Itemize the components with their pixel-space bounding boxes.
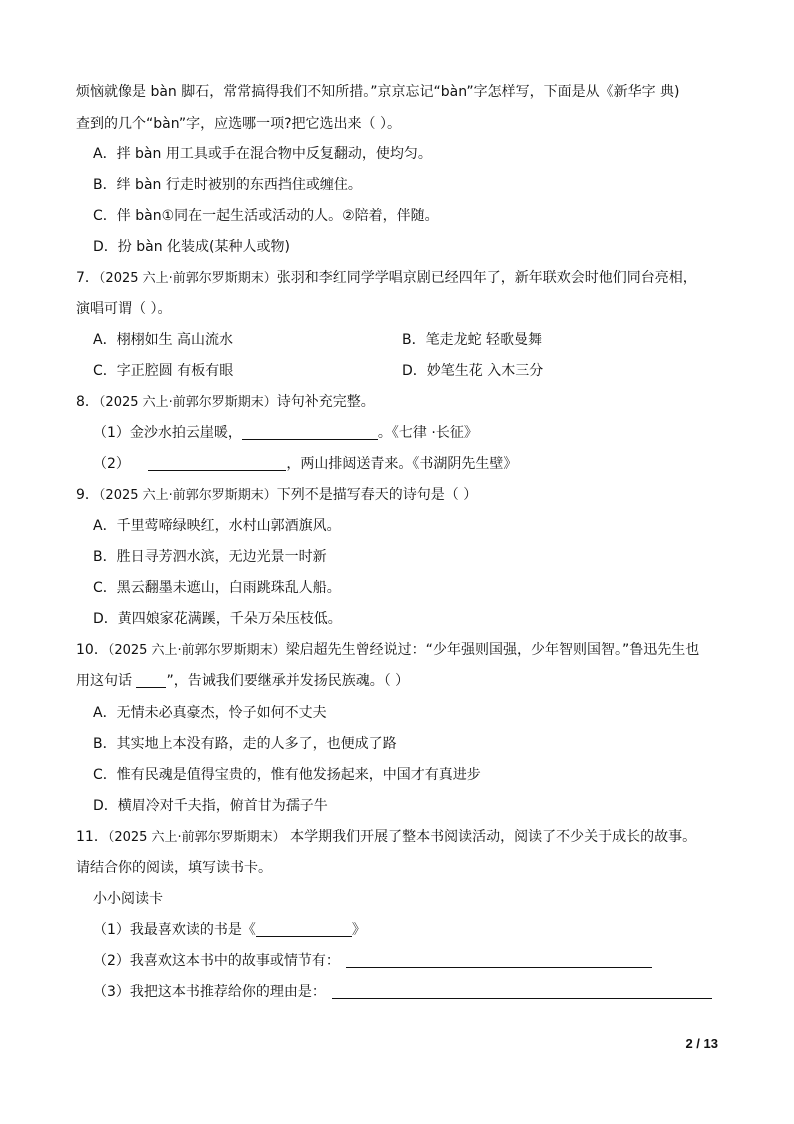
q11-item2: [93, 951, 652, 971]
q7-line1: [76, 268, 697, 289]
q10-text2-suffix: ”，告诫我们要继承并发扬民族魂。（ ）: [166, 673, 410, 689]
q10-line1: [76, 640, 699, 661]
q10-option-b: B．其实地上本没有路，走的人多了，也便成了路: [93, 736, 397, 752]
q11-item3-label: （3）我把这本书推荐给你的理由是：: [93, 984, 326, 1000]
q10-number: 10．: [76, 642, 108, 658]
q6-option-a: A．拌 bàn 用工具或手在混合物中反复翻动，使均匀。: [93, 146, 432, 162]
q6-option-c: C．伴 bàn①同在一起生活或活动的人。②陪着，伴随。: [93, 208, 439, 224]
q11-item1-suffix: 》: [351, 922, 366, 938]
page-number: 2 / 13: [685, 1036, 718, 1051]
q9-line1: [76, 485, 477, 506]
q6-option-d: D．扮 bàn 化装成(某种人或物): [93, 239, 290, 255]
q11-item1-blank[interactable]: [256, 922, 352, 937]
q8-number: 8．: [76, 394, 99, 410]
q9-text: 下列不是描写春天的诗句是（ ）: [276, 487, 478, 503]
q11-item2-blank[interactable]: [346, 953, 652, 968]
q7-option-c: C．字正腔圆 有板有眼: [93, 363, 234, 379]
q8-item2-suffix: ，两山排闼送青来。《书湖阴先生壁》: [286, 456, 518, 472]
q11-item3-blank[interactable]: [332, 984, 712, 999]
q11-text1: 本学期我们开展了整本书阅读活动，阅读了不少关于成长的故事。: [285, 829, 697, 845]
q9-option-d: D．黄四娘家花满蹊，千朵万朵压枝低。: [93, 611, 342, 627]
q11-item1-prefix: （1）我最喜欢读的书是《: [93, 922, 256, 938]
q10-option-c: C．惟有民魂是值得宝贵的，惟有他发扬起来，中国才有真进步: [93, 767, 481, 783]
q10-line2: [76, 671, 409, 691]
q8-source: （2025 六上·前郭尔罗斯期末）: [98, 395, 277, 410]
q8-item1: [93, 423, 478, 443]
q8-text: 诗句补充完整。: [276, 394, 375, 410]
q10-text2-prefix: 用这句话: [76, 673, 137, 689]
q6-line2: 查到的几个“bàn”字，应选哪一项?把它选出来（ ）。: [76, 116, 401, 132]
q10-text1: 梁启超先生曾经说过：“少年强则国强，少年智则国智。”鲁迅先生也: [285, 642, 700, 658]
q11-number: 11．: [76, 829, 108, 845]
q11-source: （2025 六上·前郭尔罗斯期末）: [107, 830, 286, 845]
q11-line1: [76, 827, 696, 848]
q11-item2-label: （2）我喜欢这本书中的故事或情节有：: [93, 953, 340, 969]
q8-line1: [76, 392, 375, 413]
q7-option-d: D．妙笔生花 入木三分: [402, 363, 544, 379]
q7-options-row1: [93, 330, 233, 350]
q7-source: （2025 六上·前郭尔罗斯期末）: [98, 271, 277, 286]
q8-item1-blank[interactable]: [242, 425, 378, 440]
q6-option-b: B．绊 bàn 行走时被别的东西挡住或缠住。: [93, 177, 362, 193]
q10-blank[interactable]: [136, 673, 166, 688]
q7-text1: 张羽和李红同学学唱京剧已经四年了，新年联欢会时他们同台亮相，: [276, 270, 697, 286]
q11-item1: [93, 920, 366, 940]
q8-item2-blank[interactable]: [148, 456, 286, 471]
q8-item1-prefix: （1）金沙水拍云崖暖，: [93, 425, 242, 441]
q11-card-title: 小小阅读卡: [93, 891, 163, 907]
q9-option-b: B．胜日寻芳泗水滨，无边光景一时新: [93, 549, 327, 565]
q10-option-d: D．横眉冷对千夫指，俯首甘为孺子牛: [93, 798, 328, 814]
q9-option-c: C．黑云翻墨未遮山，白雨跳珠乱人船。: [93, 580, 341, 596]
q10-source: （2025 六上·前郭尔罗斯期末）: [107, 643, 286, 658]
q9-option-a: A．千里莺啼绿映红，水村山郭酒旗风。: [93, 518, 341, 534]
q11-item3: [93, 982, 712, 1002]
q8-item1-suffix: 。《七律 ·长征》: [377, 425, 478, 441]
q7-number: 7．: [76, 270, 99, 286]
q11-line2: 请结合你的阅读，填写读书卡。: [76, 860, 272, 876]
q6-line1: 烦恼就像是 bàn 脚石，常常搞得我们不知所措。”京京忘记“bàn”字怎样写，下面是从《新华字 典): [76, 84, 680, 100]
q9-number: 9．: [76, 487, 99, 503]
q9-source: （2025 六上·前郭尔罗斯期末）: [98, 488, 277, 503]
q7-line2: 演唱可谓（ ）。: [76, 301, 172, 317]
q8-item2: [93, 454, 517, 474]
q10-option-a: A．无情未必真豪杰，怜子如何不丈夫: [93, 705, 327, 721]
q7-option-b: B．笔走龙蛇 轻歌曼舞: [402, 332, 543, 348]
q7-option-a: A．栩栩如生 高山流水: [93, 332, 234, 348]
q8-item2-prefix: （2）: [93, 456, 135, 472]
